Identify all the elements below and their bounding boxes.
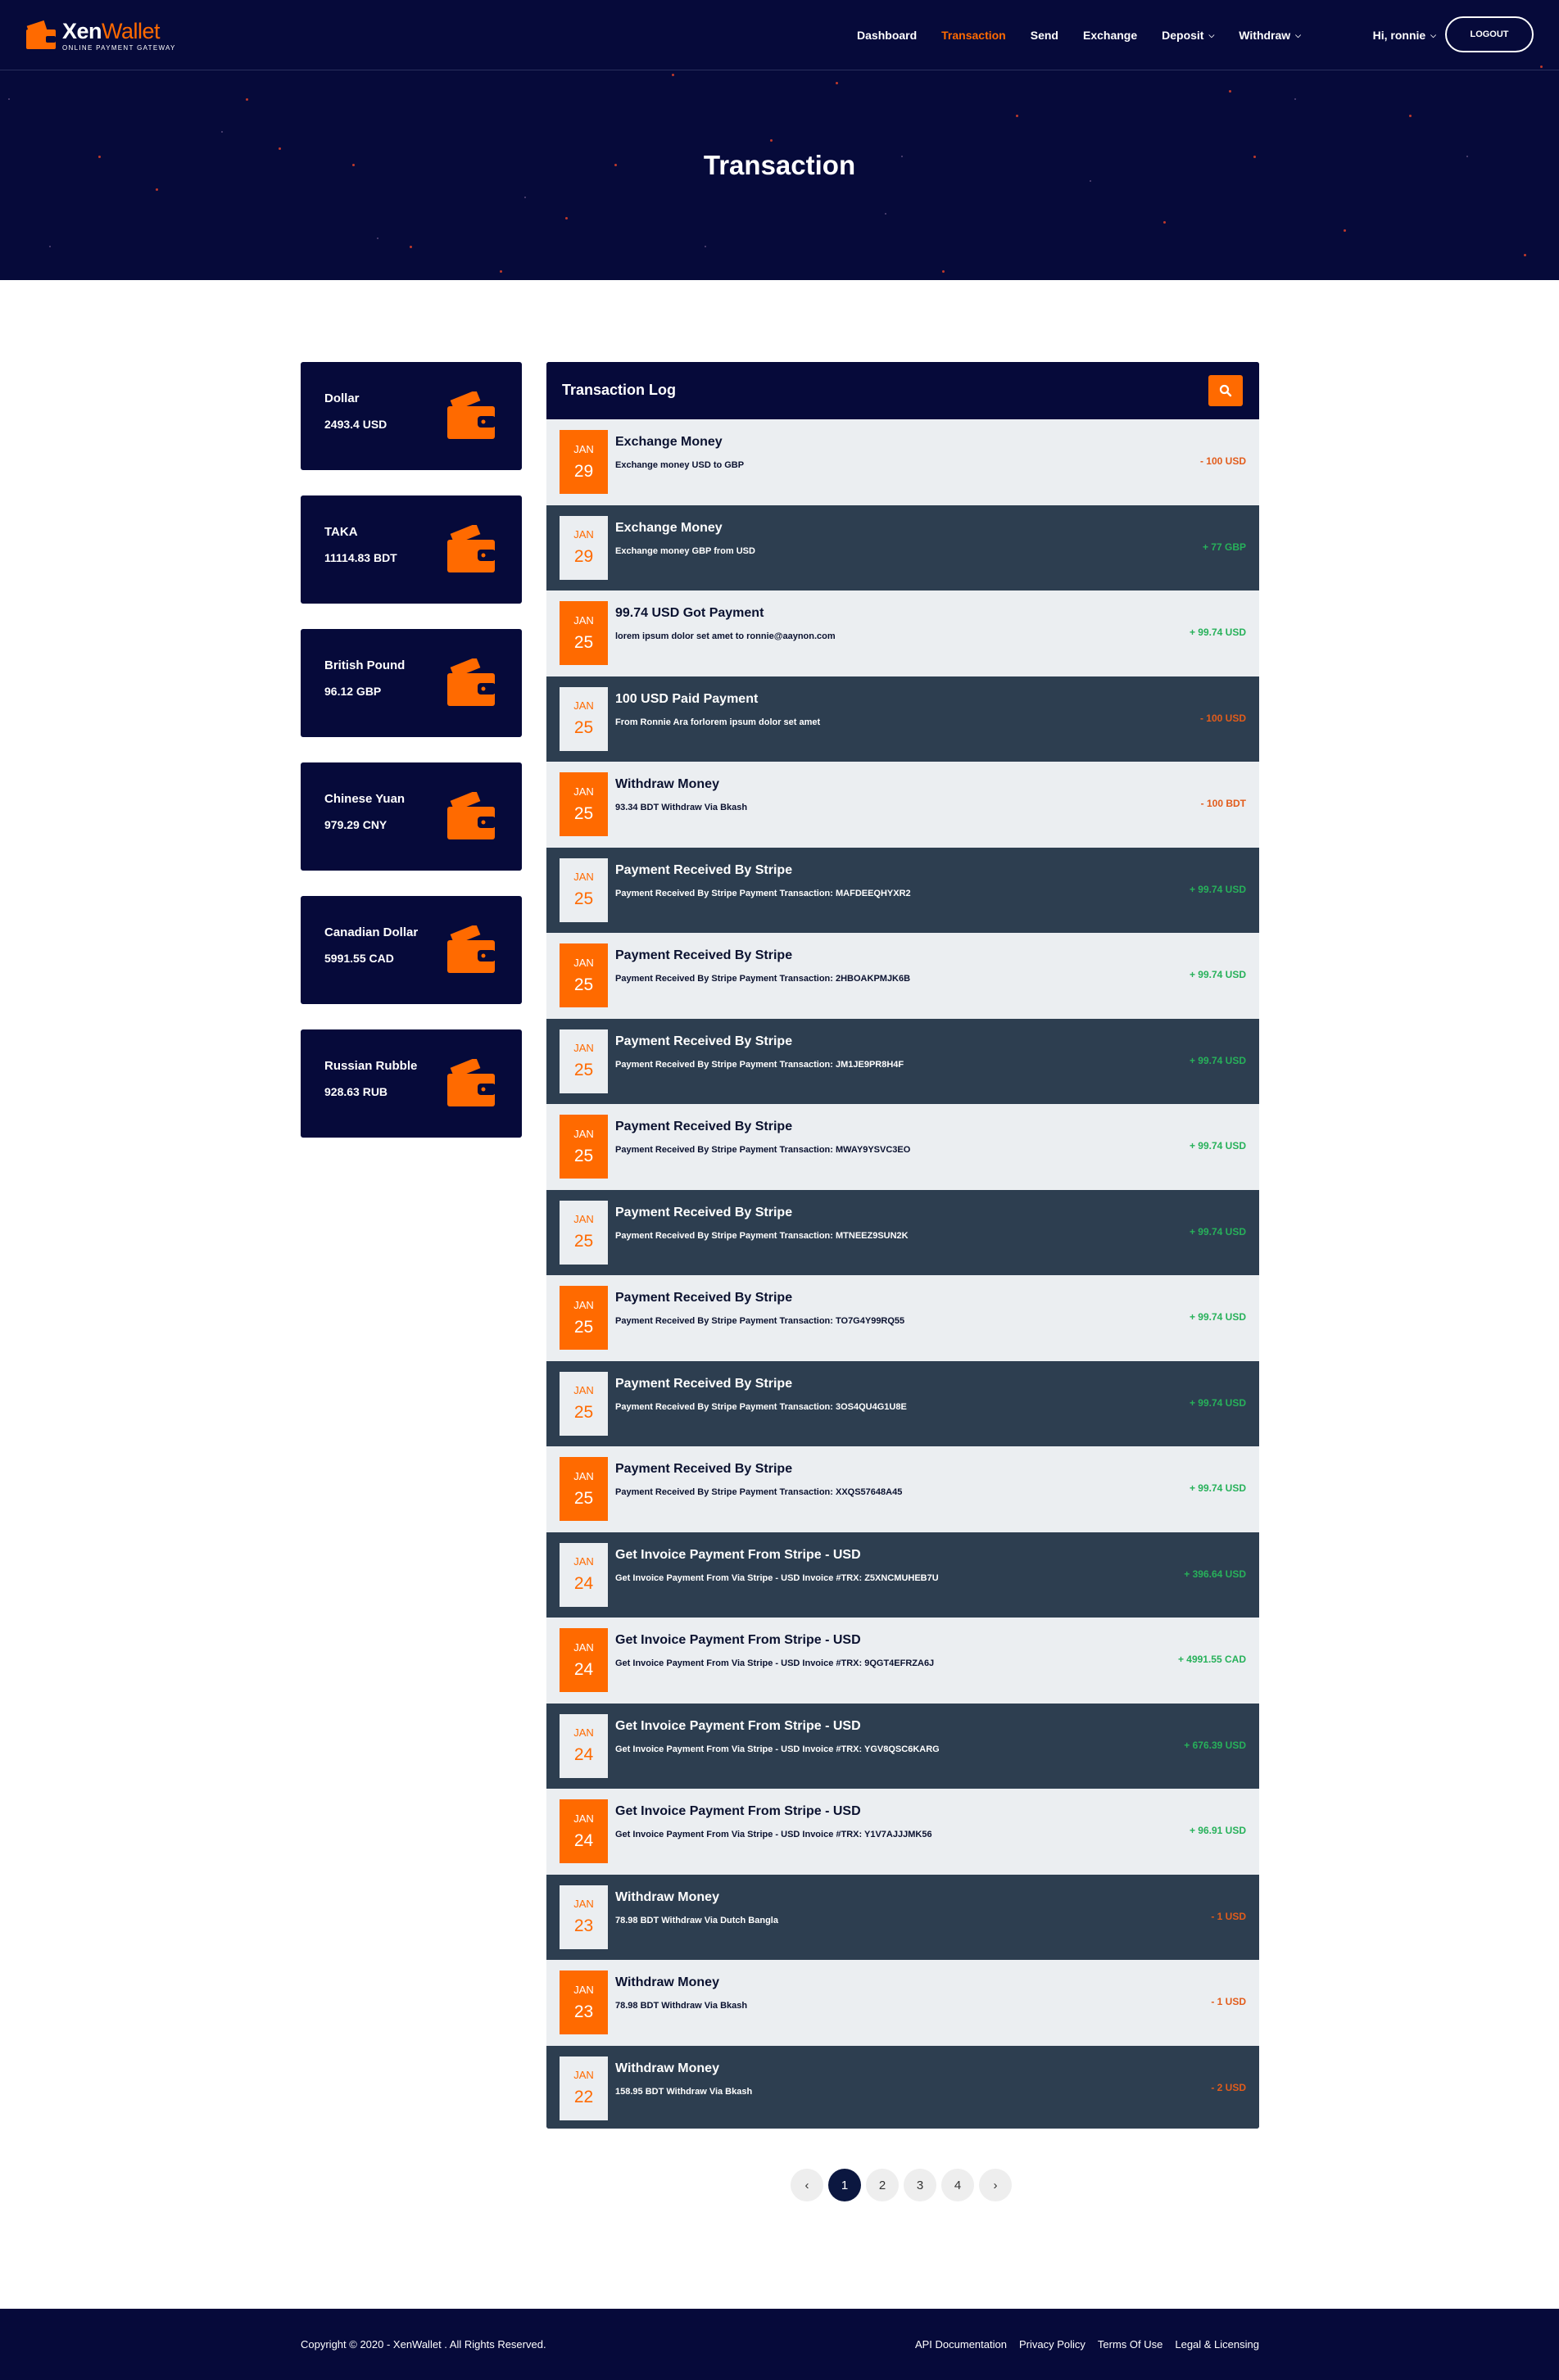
star-dot [8,98,10,100]
transaction-day: 25 [573,718,594,737]
page-title: Transaction [703,150,856,180]
transaction-description: From Ronnie Ara forlorem ipsum dolor set amet [615,717,821,727]
transaction-log [546,362,1259,2129]
wallet-card[interactable] [301,1029,522,1138]
transaction-amount: + 99.74 USD [1189,883,1246,895]
transaction-row[interactable] [546,933,1259,1019]
nav-exchange[interactable]: Exchange [1082,29,1138,42]
star-dot [1294,98,1296,100]
star-dot [377,238,378,239]
wallet-icon [446,525,496,574]
transaction-date-badge [560,858,608,922]
footer-links [903,2338,1259,2351]
search-icon [1219,384,1232,397]
transaction-row[interactable] [546,1190,1259,1276]
star-dot [885,213,886,215]
transaction-title: 100 USD Paid Payment [615,691,759,706]
wallet-card[interactable] [301,762,522,871]
transaction-month: JAN [573,1384,594,1396]
wallet-icon [446,792,496,841]
transaction-title: Get Invoice Payment From Stripe - USD [615,1633,861,1647]
brand-logo[interactable] [25,18,176,54]
transaction-description: Payment Received By Stripe Payment Transaction: 2HBOAKPMJK6B [615,974,911,984]
star-dot [1163,221,1166,224]
transaction-log-header [546,362,1259,419]
transaction-month: JAN [573,613,594,627]
transaction-date-badge [560,1457,608,1521]
footer-link-legal[interactable]: Legal & Licensing [1175,2338,1259,2351]
transaction-day: 25 [573,803,594,823]
wallet-name: TAKA [324,525,358,539]
transaction-amount: + 99.74 USD [1189,1054,1246,1066]
transaction-title: Get Invoice Payment From Stripe - USD [615,1804,861,1818]
transaction-day: 25 [573,975,594,994]
transaction-description: Exchange money GBP from USD [615,545,755,556]
transaction-date-badge [560,430,608,494]
transaction-description: Payment Received By Stripe Payment Transaction: XXQS57648A45 [615,1487,903,1497]
transaction-date-badge [560,601,608,665]
transaction-day: 23 [573,2002,594,2021]
transaction-row[interactable] [546,1019,1259,1105]
chevron-down-icon: ⌵ [1430,30,1436,39]
star-dot [1229,90,1231,93]
star-dot [836,82,838,84]
transaction-list [546,419,1259,2129]
star-dot [1409,115,1412,117]
transaction-title: Payment Received By Stripe [615,1291,793,1305]
nav-withdraw[interactable]: Withdraw ⌵ [1239,29,1301,42]
nav-transaction[interactable]: Transaction [941,29,1006,42]
transaction-row[interactable] [546,1532,1259,1618]
transaction-description: Get Invoice Payment From Via Stripe - USD Invoice #TRX: YGV8QSC6KARG [615,1744,940,1754]
star-dot [1524,254,1526,256]
page-footer [0,2309,1559,2380]
transaction-day: 25 [573,1061,594,1079]
logout-button[interactable]: LOGOUT [1445,16,1534,52]
transaction-date-badge [560,1543,608,1607]
transaction-row[interactable] [546,676,1259,762]
transaction-title: Payment Received By Stripe [615,1462,793,1476]
transaction-month: JAN [573,1298,594,1311]
transaction-title: Get Invoice Payment From Stripe - USD [615,1718,861,1733]
nav-dashboard[interactable]: Dashboard [857,29,918,42]
main-nav [832,0,1301,70]
transaction-amount: + 4991.55 CAD [1177,1654,1246,1665]
wallet-icon [446,658,496,708]
wallet-card[interactable] [301,495,522,604]
transaction-title: Payment Received By Stripe [615,1376,793,1391]
transaction-date-badge [560,772,608,836]
pagination-next[interactable]: › [979,2169,1012,2201]
transaction-row[interactable] [546,762,1259,848]
transaction-description: 93.34 BDT Withdraw Via Bkash [615,803,748,812]
transaction-day: 25 [573,1403,594,1422]
transaction-month: JAN [573,871,594,883]
transaction-amount: + 77 GBP [1202,541,1246,553]
transaction-log-title: Transaction Log [562,382,677,398]
transaction-title: Payment Received By Stripe [615,948,793,962]
transaction-row[interactable] [546,1704,1259,1790]
transaction-title: Withdraw Money [615,777,719,791]
transaction-month: JAN [573,956,594,969]
transaction-row[interactable] [546,1275,1259,1361]
wallet-balance: 96.12 GBP [324,685,382,698]
transaction-row[interactable] [546,1446,1259,1532]
transaction-month: JAN [573,442,594,455]
transaction-row[interactable] [546,1875,1259,1961]
transaction-date-badge [560,1029,608,1093]
transaction-title: Withdraw Money [615,1975,719,1989]
transaction-amount: - 100 USD [1199,455,1246,467]
transaction-row[interactable] [546,848,1259,934]
transaction-date-badge [560,1885,608,1949]
transaction-amount: + 99.74 USD [1189,627,1246,638]
chevron-down-icon: ⌵ [1295,30,1301,39]
transaction-description: Payment Received By Stripe Payment Transaction: JM1JE9PR8H4F [615,1059,904,1070]
transaction-month: JAN [573,1812,594,1825]
transaction-month: JAN [573,2069,594,2081]
transaction-row[interactable] [546,505,1259,591]
wallet-icon [446,925,496,975]
footer-link-terms[interactable]: Terms Of Use [1097,2338,1163,2351]
copyright-text: Copyright © 2020 - XenWallet . All Rights Reserved. [301,2338,546,2351]
transaction-description: Payment Received By Stripe Payment Transaction: MWAY9YSVC3EO [615,1145,911,1155]
transaction-title: 99.74 USD Got Payment [615,606,764,620]
transaction-row[interactable] [546,419,1259,505]
transaction-day: 25 [573,1232,594,1251]
pagination-page-1[interactable]: 1 [828,2169,861,2201]
wallet-list [301,362,522,1163]
transaction-title: Payment Received By Stripe [615,1120,793,1133]
transaction-day: 23 [573,1916,594,1935]
transaction-description: 158.95 BDT Withdraw Via Bkash [615,2086,753,2097]
transaction-description: Get Invoice Payment From Via Stripe - USD Invoice #TRX: Y1V7AJJJMK56 [615,1830,932,1839]
brand-name: XenWallet [62,19,161,43]
transaction-day: 24 [573,1745,594,1764]
wallet-card[interactable] [301,896,522,1004]
transaction-amount: - 100 BDT [1200,798,1246,809]
transaction-month: JAN [573,1213,594,1225]
star-dot [1344,229,1346,232]
transaction-month: JAN [573,785,594,798]
transaction-amount: - 1 USD [1211,1996,1246,2007]
user-menu[interactable]: Hi, ronnie ⌵ [1372,29,1436,42]
wallet-balance: 928.63 RUB [324,1085,388,1098]
transaction-day: 25 [573,1146,594,1165]
transaction-amount: - 100 USD [1199,712,1246,724]
pagination-page-3[interactable]: 3 [904,2169,936,2201]
wallet-card[interactable] [301,629,522,737]
transaction-description: Payment Received By Stripe Payment Transaction: TO7G4Y99RQ55 [615,1316,905,1326]
pagination-prev[interactable]: ‹ [791,2169,823,2201]
transaction-day: 25 [573,889,594,908]
transaction-row[interactable] [546,1618,1259,1704]
wallet-balance: 2493.4 USD [324,418,387,431]
transaction-amount: + 96.91 USD [1189,1825,1246,1836]
transaction-description: 78.98 BDT Withdraw Via Bkash [615,2001,748,2011]
footer-link-privacy[interactable]: Privacy Policy [1018,2338,1085,2351]
transaction-date-badge [560,1115,608,1179]
wallet-balance: 11114.83 BDT [324,551,397,564]
transaction-amount: + 676.39 USD [1184,1739,1246,1751]
star-dot [156,188,158,191]
star-dot [246,98,248,101]
transaction-date-badge [560,1714,608,1778]
star-dot [942,270,945,273]
star-dot [1016,115,1018,117]
wallet-icon [446,1059,496,1108]
transaction-row[interactable] [546,590,1259,676]
transaction-date-badge [560,687,608,751]
transaction-day: 24 [573,1659,594,1679]
chevron-down-icon: ⌵ [1208,30,1215,39]
transaction-row[interactable] [546,1361,1259,1447]
transaction-title: Payment Received By Stripe [615,1205,793,1219]
star-dot [705,246,706,247]
transaction-amount: + 99.74 USD [1189,1311,1246,1323]
star-dot [410,246,412,248]
transaction-row[interactable] [546,1104,1259,1190]
transaction-title: Withdraw Money [615,1889,719,1904]
nav-deposit[interactable]: Deposit ⌵ [1162,29,1215,42]
transaction-day: 29 [573,461,594,481]
transaction-title: Get Invoice Payment From Stripe - USD [615,1547,861,1562]
transaction-amount: - 2 USD [1211,2081,1246,2093]
transaction-title: Payment Received By Stripe [615,1034,793,1048]
transaction-row[interactable] [546,1789,1259,1875]
transaction-month: JAN [573,528,594,541]
transaction-date-badge [560,2056,608,2120]
pagination-page-2[interactable]: 2 [866,2169,899,2201]
transaction-title: Payment Received By Stripe [615,862,793,877]
footer-link-api-docs[interactable]: API Documentation [914,2338,1007,2351]
transaction-amount: + 99.74 USD [1189,1396,1246,1409]
star-dot [49,246,51,247]
transaction-description: 78.98 BDT Withdraw Via Dutch Bangla [615,1915,778,1925]
wallet-name: Canadian Dollar [324,925,419,939]
star-dot [672,74,674,76]
transaction-day: 25 [573,632,594,652]
transaction-description: Get Invoice Payment From Via Stripe - USD Invoice #TRX: Z5XNCMUHEB7U [615,1572,939,1583]
wallet-logo-icon [25,20,57,52]
transaction-description: lorem ipsum dolor set amet to ronnie@aaynon.com [615,631,836,641]
transaction-day: 25 [573,1317,594,1337]
transaction-description: Exchange money USD to GBP [615,460,745,470]
star-dot [221,131,223,133]
transaction-amount: - 1 USD [1211,1910,1246,1922]
nav-send[interactable]: Send [1030,29,1058,42]
transaction-date-badge [560,1971,608,2034]
transaction-month: JAN [573,1726,594,1739]
wallet-name: Russian Rubble [324,1059,418,1073]
transaction-month: JAN [573,1127,594,1140]
transaction-date-badge [560,1286,608,1350]
transaction-row[interactable] [546,1960,1259,2046]
transaction-amount: + 99.74 USD [1189,1140,1246,1152]
transaction-month: JAN [573,699,594,712]
transaction-day: 25 [573,1488,594,1508]
transaction-amount: + 99.74 USD [1189,1482,1246,1494]
transaction-date-badge [560,1372,608,1436]
wallet-balance: 979.29 CNY [324,818,387,831]
transaction-date-badge [560,1799,608,1863]
transaction-description: Payment Received By Stripe Payment Transaction: MAFDEEQHYXR2 [615,888,911,898]
transaction-day: 24 [573,1830,594,1850]
transaction-month: JAN [573,1042,594,1054]
navbar [0,0,1559,70]
wallet-card[interactable] [301,362,522,470]
transaction-title: Exchange Money [615,435,723,449]
transaction-description: Payment Received By Stripe Payment Transaction: 3OS4QU4G1U8E [615,1401,907,1412]
star-dot [565,217,568,219]
transaction-month: JAN [573,1555,594,1568]
transaction-amount: + 99.74 USD [1189,969,1246,980]
wallet-name: Dollar [324,391,360,405]
wallet-name: Chinese Yuan [324,792,406,806]
pagination [791,2169,1017,2201]
search-button[interactable] [1208,375,1243,406]
transaction-day: 29 [573,547,594,566]
transaction-month: JAN [573,1898,594,1910]
transaction-month: JAN [573,1983,594,1996]
transaction-amount: + 396.64 USD [1184,1568,1246,1580]
pagination-page-4[interactable]: 4 [941,2169,974,2201]
star-dot [770,139,773,142]
page-header [0,0,1559,280]
transaction-description: Payment Received By Stripe Payment Transaction: MTNEEZ9SUN2K [615,1230,909,1241]
transaction-row[interactable] [546,2046,1259,2129]
transaction-title: Exchange Money [615,520,723,535]
transaction-amount: + 99.74 USD [1189,1225,1246,1238]
brand-tagline: ONLINE PAYMENT GATEWAY [62,44,176,52]
transaction-month: JAN [573,1469,594,1482]
transaction-date-badge [560,516,608,580]
transaction-description: Get Invoice Payment From Via Stripe - USD Invoice #TRX: 9QGT4EFRZA6J [615,1658,935,1668]
wallet-balance: 5991.55 CAD [324,952,394,965]
transaction-day: 22 [573,2088,594,2106]
star-dot [524,197,526,198]
transaction-date-badge [560,943,608,1007]
transaction-date-badge [560,1201,608,1265]
star-dot [500,270,502,273]
transaction-title: Withdraw Money [615,2061,719,2075]
transaction-month: JAN [573,1640,594,1654]
transaction-date-badge [560,1628,608,1692]
wallet-icon [446,391,496,441]
wallet-name: British Pound [324,658,406,672]
transaction-day: 24 [573,1574,594,1593]
